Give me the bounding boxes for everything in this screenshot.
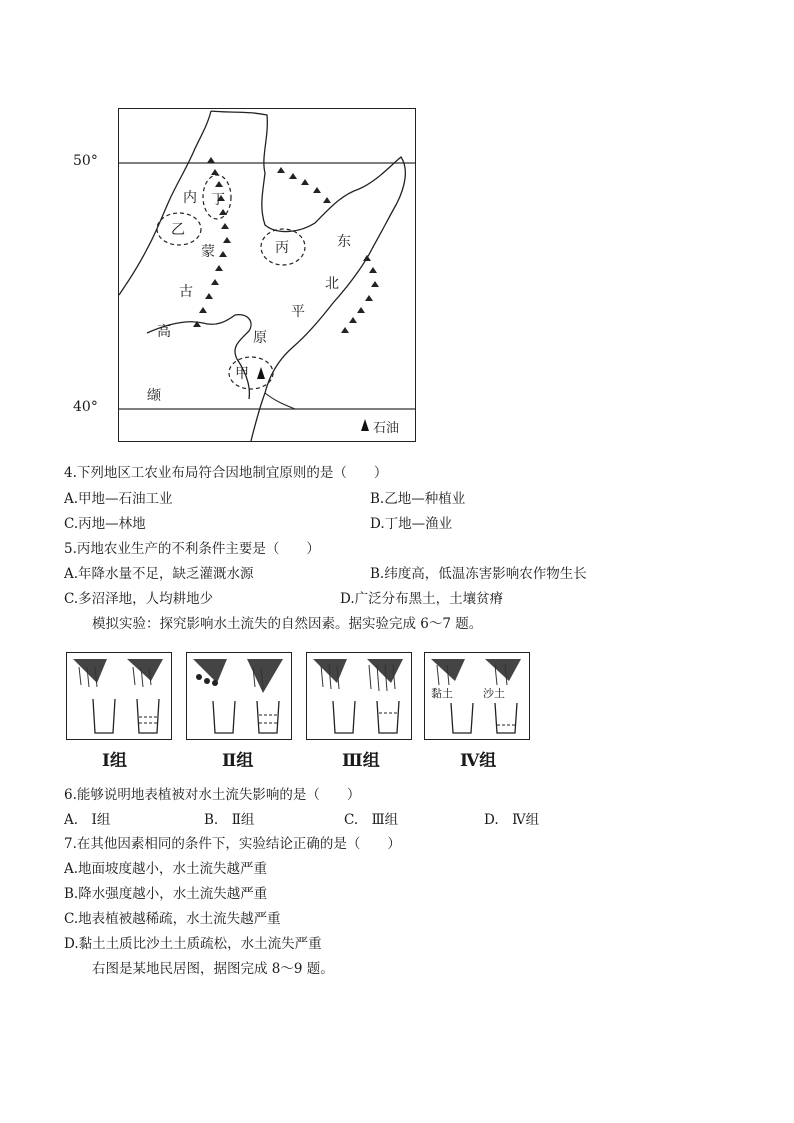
q4-option-a: A.甲地—石油工业: [64, 491, 173, 507]
group-label-3: Ⅲ组: [342, 751, 380, 771]
border-line-east: [251, 203, 400, 441]
q4-option-c: C.丙地—林地: [64, 516, 146, 532]
soil-label-sand: 沙土: [483, 687, 505, 700]
q6-stem: 6.能够说明地表植被对水土流失影响的是（ ）: [64, 787, 361, 803]
q6-option-c: C. Ⅲ组: [344, 812, 399, 828]
mountain-range-changbai: [341, 255, 379, 333]
map-label-dong: 东: [337, 234, 351, 250]
lat-label-40: 40°: [73, 399, 98, 415]
border-line-north: [211, 111, 405, 232]
panel-group-1: [66, 652, 172, 740]
map-label-gao: 高: [157, 324, 171, 340]
map-label-nei: 内: [183, 190, 197, 206]
soil-label-clay: 黏土: [431, 687, 453, 700]
group-label-4: Ⅳ组: [460, 751, 497, 771]
q6-option-b: B. Ⅱ组: [204, 812, 255, 828]
panel-group-4: [424, 652, 530, 740]
panel-group-3: [306, 652, 412, 740]
coast-line: [265, 393, 295, 409]
oil-legend-icon: [361, 419, 369, 431]
map-label-meng: 蒙: [201, 244, 215, 260]
intro-6-7: 模拟实验：探究影响水土流失的自然因素。据实验完成 6～7 题。: [92, 616, 483, 632]
panel-3-drawing: [307, 653, 411, 739]
map-drawing: [119, 109, 415, 441]
oil-field-icon: [257, 367, 265, 379]
legend-oil-label: 石油: [373, 421, 400, 436]
mountain-range-xiaoxinganling: [277, 167, 331, 203]
lat-label-50: 50°: [73, 153, 98, 169]
map-label-bei: 北: [325, 276, 339, 292]
q6-option-d: D. Ⅳ组: [484, 812, 540, 828]
q5-option-a: A.年降水量不足，缺乏灌溉水源: [64, 566, 254, 582]
experiment-figure: [66, 652, 530, 772]
q5-stem: 5.丙地农业生产的不利条件主要是（ ）: [64, 541, 320, 557]
panel-group-2: [186, 652, 292, 740]
panel-2-drawing: [187, 653, 291, 739]
q7-option-d: D.黏土土质比沙土土质疏松，水土流失严重: [64, 936, 322, 952]
map-label-ding: 丁: [211, 192, 225, 208]
q4-stem: 4.下列地区工农业布局符合因地制宜原则的是（ ）: [64, 465, 388, 481]
map-label-jia: 甲: [235, 366, 249, 382]
q5-option-c: C.多沼泽地，人均耕地少: [64, 591, 214, 607]
q6-option-a: A. Ⅰ组: [64, 812, 111, 828]
border-line-west: [119, 111, 211, 295]
map-label-bing: 丙: [275, 240, 289, 256]
map-label-yi: 乙: [171, 222, 185, 238]
q5-option-d: D.广泛分布黑土，土壤贫瘠: [340, 591, 504, 607]
map-figure: [73, 108, 416, 442]
map-label-xie: 缬: [147, 388, 161, 404]
panel-1-drawing: [67, 653, 171, 739]
q4-option-b: B.乙地—种植业: [370, 491, 466, 507]
q7-stem: 7.在其他因素相同的条件下，实验结论正确的是（ ）: [64, 836, 401, 852]
group-label-2: Ⅱ组: [222, 751, 254, 771]
q7-option-b: B.降水强度越小，水土流失越严重: [64, 886, 268, 902]
group-label-1: Ⅰ组: [102, 751, 127, 771]
intro-8-9: 右图是某地民居图，据图完成 8～9 题。: [92, 961, 334, 977]
q4-option-d: D.丁地—渔业: [370, 516, 453, 532]
q7-option-a: A.地面坡度越小，水土流失越严重: [64, 861, 268, 877]
map-label-gu: 古: [179, 284, 193, 300]
q7-option-c: C.地表植被越稀疏，水土流失越严重: [64, 911, 281, 927]
map-label-ping: 平: [291, 304, 305, 320]
q5-option-b: B.纬度高，低温冻害影响农作物生长: [370, 566, 587, 582]
map-label-yuan: 原: [253, 330, 267, 346]
